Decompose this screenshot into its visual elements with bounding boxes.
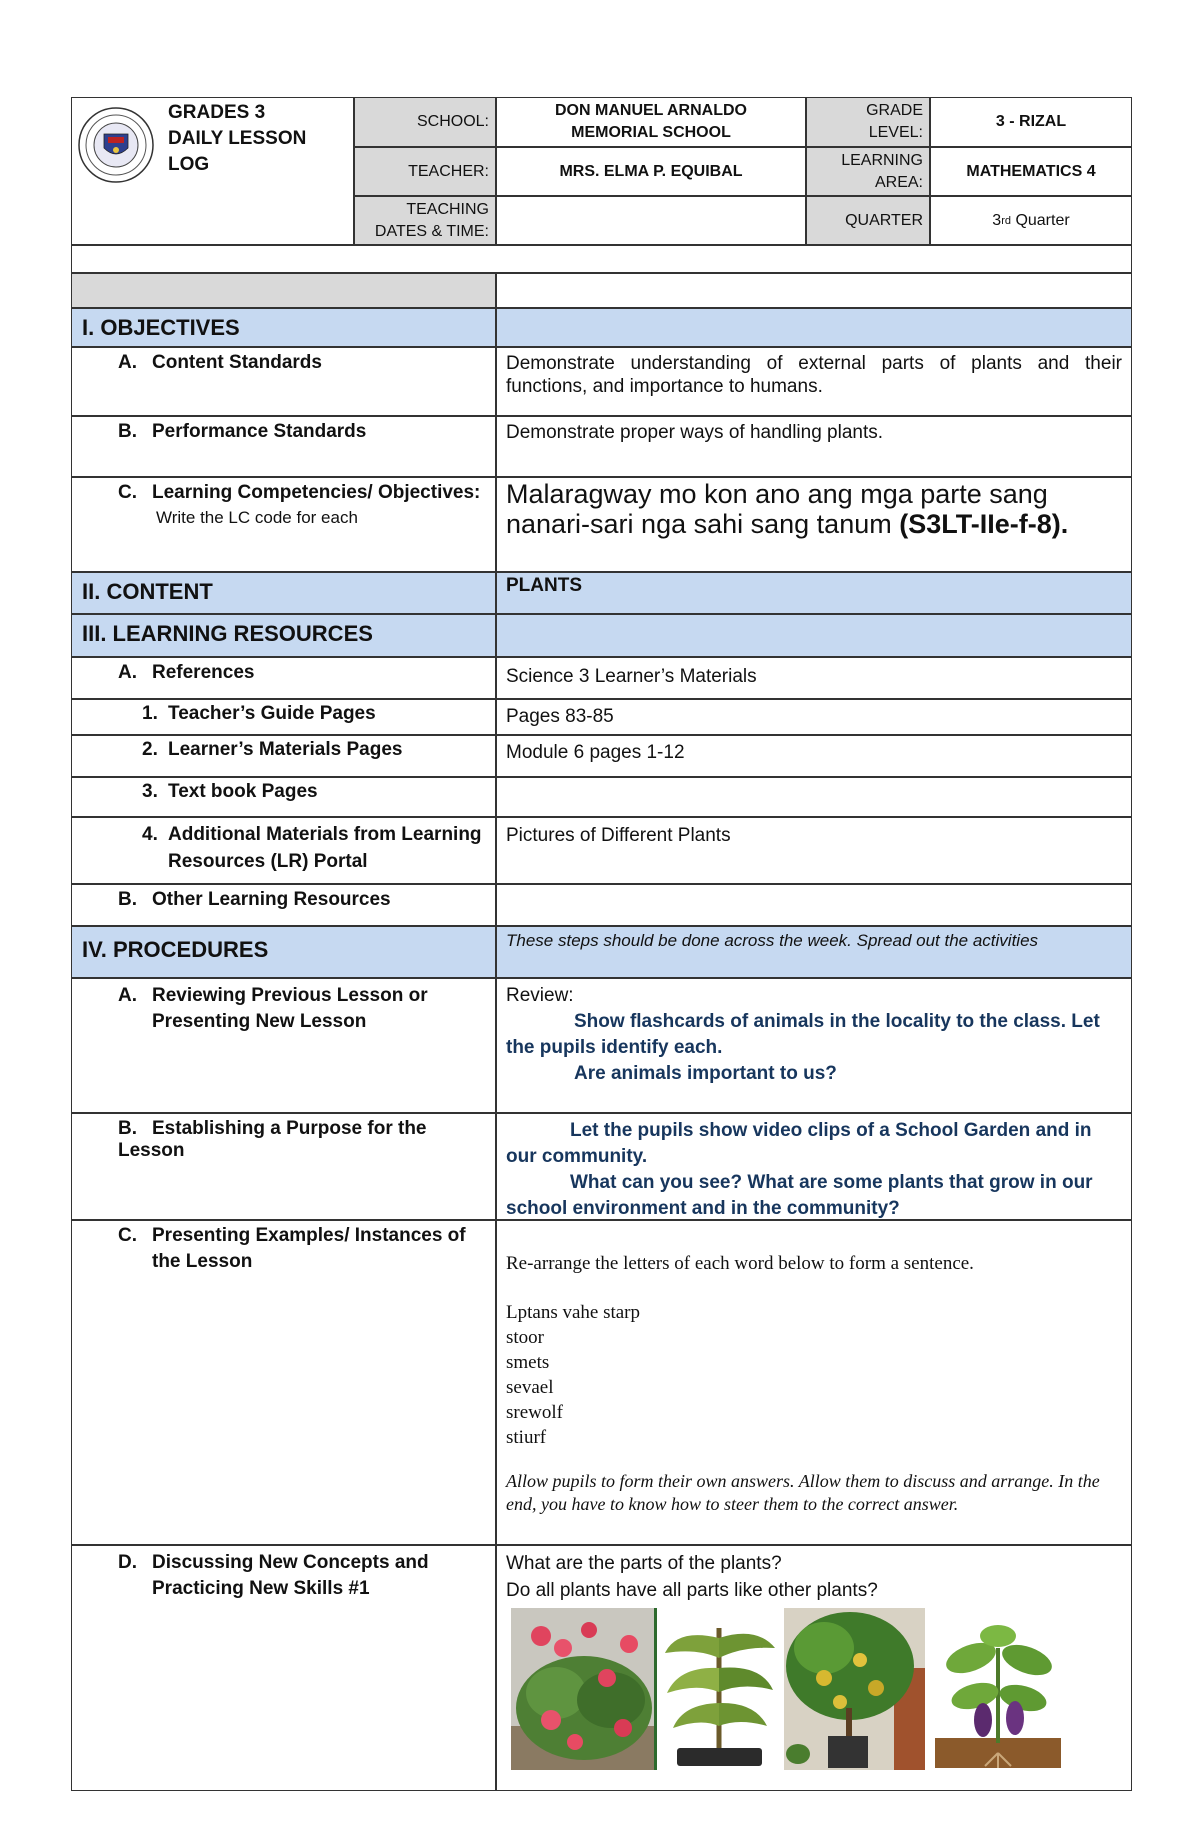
performance-standards-label-cell <box>71 416 496 477</box>
textbook-pages-label-cell <box>71 777 496 817</box>
teacher-value: MRS. ELMA P. EQUIBAL <box>496 147 806 196</box>
discussing-value-cell <box>496 1545 1132 1791</box>
procedures-note: These steps should be done across the week. Spread out the activities <box>496 926 1132 978</box>
teachers-guide-label-cell <box>71 699 496 735</box>
reviewing-label: Reviewing Previous Lesson or Presenting New Lesson <box>152 985 428 1032</box>
grade-level-value: 3 - RIZAL <box>930 97 1132 147</box>
school-value: DON MANUEL ARNALDO MEMORIAL SCHOOL <box>496 97 806 147</box>
item-number: A. <box>118 352 137 373</box>
scrambled-word: sevael <box>506 1377 554 1398</box>
examples-note: Allow pupils to form their own answers. Allow them to discuss and arrange. In the end, you have to know how to steer them to the correct answer. <box>506 1471 1100 1514</box>
quarter-number: 3 <box>992 211 1002 229</box>
item-number: 1. <box>142 703 158 724</box>
log-title: GRADES 3 DAILY LESSON LOG <box>168 102 307 175</box>
learning-competencies-value: Malaragway mo kon ano ang mga parte sang nanari-sari nga sahi sang tanum <box>506 479 1048 539</box>
learning-competencies-value-cell <box>496 477 1132 572</box>
grade-level-label: GRADE LEVEL: <box>806 97 930 147</box>
other-resources-value <box>496 884 1132 926</box>
spacer-row <box>71 245 1132 273</box>
blank-header-left <box>71 273 496 308</box>
purpose-value-cell <box>496 1113 1132 1220</box>
item-number: 3. <box>142 781 158 802</box>
teaching-dates-label: TEACHING DATES & TIME: <box>354 196 496 245</box>
section-content: II. CONTENT <box>71 572 496 614</box>
references-label: References <box>152 662 255 683</box>
learning-competencies-sub: Write the LC code for each <box>156 508 358 527</box>
item-number: 2. <box>142 739 158 760</box>
item-number: 4. <box>142 824 158 845</box>
scrambled-word: smets <box>506 1352 550 1373</box>
references-value: Science 3 Learner’s Materials <box>496 657 1132 699</box>
learners-materials-label: Learner’s Materials Pages <box>168 739 403 760</box>
discussing-question-1: What are the parts of the plants? <box>506 1553 782 1574</box>
item-number: A. <box>118 985 137 1006</box>
teaching-dates-value <box>496 196 806 245</box>
content-value: PLANTS <box>496 572 1132 614</box>
item-number: C. <box>118 482 137 503</box>
textbook-pages-value <box>496 777 1132 817</box>
purpose-label-cell <box>71 1113 496 1220</box>
blank-header-right <box>496 273 1132 308</box>
discussing-question-2: Do all plants have all parts like other plants? <box>506 1580 878 1601</box>
scrambled-word: Lptans vahe starp <box>506 1302 641 1323</box>
section-learning-resources-right <box>496 614 1132 657</box>
deped-seal-icon <box>77 106 155 184</box>
learners-materials-value: Module 6 pages 1-12 <box>496 735 1132 777</box>
learning-area-value: MATHEMATICS 4 <box>930 147 1132 196</box>
item-number: B. <box>118 889 137 910</box>
section-learning-resources: III. LEARNING RESOURCES <box>71 614 496 657</box>
performance-standards-value: Demonstrate proper ways of handling plants. <box>496 416 1132 477</box>
content-standards-value: Demonstrate understanding of external parts of plants and their functions, and importance to humans. <box>496 347 1132 416</box>
lc-code: (S3LT-IIe-f-8). <box>899 509 1069 539</box>
purpose-line-2: What can you see? What are some plants that grow in our school environment and in the community? <box>506 1172 1093 1219</box>
flowering-plant-image <box>511 1608 657 1770</box>
teachers-guide-label: Teacher’s Guide Pages <box>168 703 376 724</box>
performance-standards-label: Performance Standards <box>152 421 367 442</box>
eggplant-image <box>925 1608 1071 1770</box>
teachers-guide-value: Pages 83-85 <box>496 699 1132 735</box>
quarter-suffix: rd <box>1001 214 1011 227</box>
references-label-cell <box>71 657 496 699</box>
discussing-label-cell <box>71 1545 496 1791</box>
textbook-pages-label: Text book Pages <box>168 781 318 802</box>
content-standards-label-cell <box>71 347 496 416</box>
additional-materials-label-cell <box>71 817 496 884</box>
additional-materials-label: Additional Materials from Learning Resources (LR) Portal <box>168 824 482 872</box>
quarter-value <box>930 196 1132 245</box>
examples-label-cell <box>71 1220 496 1545</box>
purpose-line-1: Let the pupils show video clips of a School Garden and in our community. <box>506 1120 1092 1167</box>
section-procedures: IV. PROCEDURES <box>71 926 496 978</box>
item-number: C. <box>118 1225 137 1246</box>
reviewing-label-cell <box>71 978 496 1113</box>
examples-label: Presenting Examples/ Instances of the Lesson <box>152 1225 466 1272</box>
other-resources-label: Other Learning Resources <box>152 889 391 910</box>
review-line-1: Show flashcards of animals in the locality to the class. Let the pupils identify each. <box>506 1011 1100 1058</box>
corn-plant-image <box>654 1608 779 1770</box>
examples-instruction: Re-arrange the letters of each word below to form a sentence. <box>506 1253 974 1274</box>
learning-area-label: LEARNING AREA: <box>806 147 930 196</box>
content-standards-label: Content Standards <box>152 352 322 373</box>
examples-value-cell <box>496 1220 1132 1545</box>
scrambled-word: stiurf <box>506 1427 547 1448</box>
review-heading: Review: <box>506 985 574 1006</box>
scrambled-word: stoor <box>506 1327 544 1348</box>
learners-materials-label-cell <box>71 735 496 777</box>
purpose-label: Establishing a Purpose for the Lesson <box>118 1118 427 1161</box>
mango-tree-image <box>784 1608 930 1770</box>
item-number: B. <box>118 421 137 442</box>
other-resources-label-cell <box>71 884 496 926</box>
item-number: A. <box>118 662 137 683</box>
quarter-word: Quarter <box>1015 211 1070 229</box>
discussing-label: Discussing New Concepts and Practicing New Skills #1 <box>152 1552 429 1599</box>
teacher-label: TEACHER: <box>354 147 496 196</box>
learning-competencies-label: Learning Competencies/ Objectives: <box>152 482 481 503</box>
learning-competencies-label-cell <box>71 477 496 572</box>
quarter-label: QUARTER <box>806 196 930 245</box>
additional-materials-value: Pictures of Different Plants <box>496 817 1132 884</box>
section-objectives-right <box>496 308 1132 347</box>
item-number: D. <box>118 1552 137 1573</box>
review-line-2: Are animals important to us? <box>574 1063 837 1084</box>
item-number: B. <box>118 1118 137 1139</box>
school-label: SCHOOL: <box>354 97 496 147</box>
scrambled-word: srewolf <box>506 1402 563 1423</box>
section-objectives: I. OBJECTIVES <box>71 308 496 347</box>
reviewing-value-cell <box>496 978 1132 1113</box>
header-logo-cell <box>71 97 354 245</box>
